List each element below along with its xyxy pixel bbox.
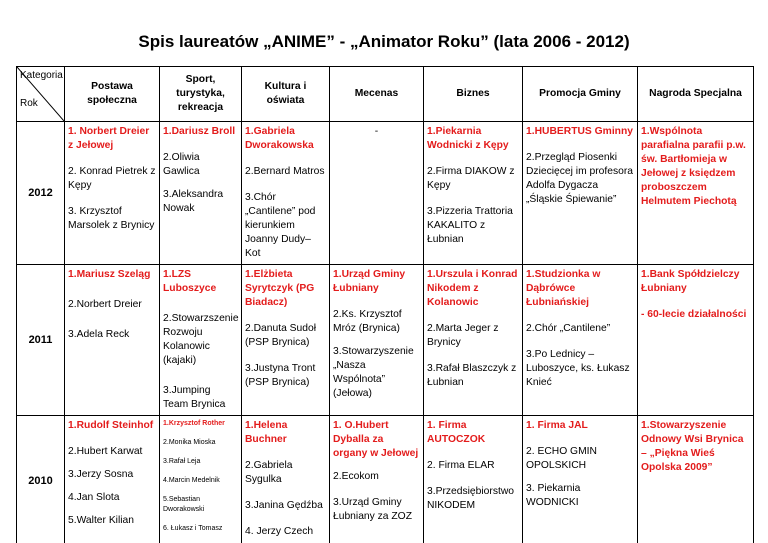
col-header-sport: Sport, turystyka, rekreacja [160, 67, 242, 122]
laureate-entry: 3.Przedsiębiorstwo NIKODEM [427, 486, 514, 511]
laureate-entry: 2.Stowarzszenie Rozwoju Kolanowic (kajaki) [163, 313, 239, 366]
laureate-entry: 3.Rafał Blaszczyk z Łubnian [427, 363, 517, 388]
laureate-entry: 2.Gabriela Sygulka [245, 460, 293, 485]
laureate-entry: 3. Piekarnia WODNICKI [526, 483, 581, 508]
laureate-entry: 1.Urszula i Konrad Nikodem z Kolanowic [427, 269, 518, 308]
cell-sport [160, 122, 242, 265]
cell-promocja [523, 416, 638, 543]
cell-biznes [424, 265, 523, 416]
col-header-biznes: Biznes [424, 67, 523, 122]
laureate-entry: 2.Firma DIAKOW z Kępy [427, 166, 515, 191]
laureate-entry: - 60-lecie działalności [641, 309, 747, 320]
laureate-entry: 3.Aleksandra Nowak [163, 189, 224, 214]
laureate-entry: 1.Elżbieta Syrytczyk (PG Biadacz) [245, 269, 315, 308]
laureate-entry: 2.Ks. Krzysztof Mróz (Brynica) [333, 309, 402, 334]
laureate-entry: 2. ECHO GMIN OPOLSKICH [526, 446, 597, 471]
laureate-entry: 3.Jerzy Sosna [68, 469, 134, 480]
laureate-entry: 2.Marta Jeger z Brynicy [427, 323, 499, 348]
laureate-entry: 2.Oliwia Gawlica [163, 152, 200, 177]
laureate-entry: 1.Studzionka w Dąbrówce Łubniańskiej [526, 269, 601, 308]
cell-mecenas [330, 122, 424, 265]
laureate-entry: 4. Jerzy Czech [245, 526, 314, 537]
col-header-postawa: Postawa społeczna [65, 67, 160, 122]
year-cell: 2012 [17, 122, 65, 265]
table-row [17, 122, 754, 265]
laureate-entry: 1. O.Hubert Dyballa za organy w Jełowej [333, 420, 419, 459]
cell-postawa [65, 265, 160, 416]
laureate-entry: 1.Wspólnota parafialna parafii p.w. św. Bartłomieja w Jełowej z księdzem proboszczem Helmutem Piechotą [641, 126, 746, 207]
cell-promocja [523, 265, 638, 416]
table-row [17, 416, 754, 543]
cell-postawa [65, 122, 160, 265]
cell-promocja [523, 122, 638, 265]
laureate-entry: 3.Janina Gędźba [245, 500, 323, 511]
laureate-entry: 1. Firma AUTOCZOK [427, 420, 486, 445]
cell-kultura [242, 265, 330, 416]
laureate-entry: 2.Ecokom [333, 471, 379, 482]
kategoria-label: Kategoria [20, 70, 63, 81]
cell-nagroda [638, 122, 754, 265]
col-header-mecenas: Mecenas [330, 67, 424, 122]
laureate-entry: 2.Chór „Cantilene” [526, 323, 611, 334]
year-cell: 2010 [17, 416, 65, 543]
laureates-table [16, 66, 754, 543]
laureate-entry: - [374, 126, 379, 137]
laureate-entry: 1.Urząd Gminy Łubniany [333, 269, 406, 294]
laureate-entry: 2.Hubert Karwat [68, 446, 143, 457]
laureate-entry: 3.Po Lednicy – Luboszyce, ks. Łukasz Knieć [526, 349, 630, 388]
laureate-entry: 1. Norbert Dreier z Jełowej [68, 126, 150, 151]
cell-kultura [242, 416, 330, 543]
laureate-entry: 2.Danuta Sudoł (PSP Brynica) [245, 323, 316, 348]
col-header-kultura: Kultura i oświata [242, 67, 330, 122]
laureate-entry: 4.Jan Slota [68, 492, 120, 503]
laureate-entry: 6. Łukasz i Tomasz [163, 525, 223, 532]
rok-label: Rok [20, 98, 38, 109]
laureate-entry: 1.Piekarnia Wodnicki z Kępy [427, 126, 509, 151]
header-row [17, 67, 754, 122]
laureate-entry: 2.Bernard Matros [245, 166, 325, 177]
cell-mecenas [330, 416, 424, 543]
cell-kultura [242, 122, 330, 265]
col-header-promocja: Promocja Gminy [523, 67, 638, 122]
laureate-entry: 3. Krzysztof Marsolek z Brynicy [68, 206, 155, 231]
laureate-entry: 3.Stowarzyszenie „Nasza Wspólnota” (Jełowa) [333, 346, 414, 399]
laureate-entry: 2.Monika Mioska [163, 439, 216, 446]
laureate-entry: 1.LZS Luboszyce [163, 269, 217, 294]
cell-sport [160, 265, 242, 416]
laureate-entry: 3.Urząd Gminy Łubniany za ZOZ [333, 497, 412, 522]
col-header-nagroda: Nagroda Specjalna [638, 67, 754, 122]
laureate-entry: 1.Helena Buchner [245, 420, 288, 445]
laureate-entry: 4.Marcin Medelnik [163, 477, 220, 484]
table-row [17, 265, 754, 416]
cell-biznes [424, 416, 523, 543]
laureate-entry: 2.Norbert Dreier [68, 299, 142, 310]
laureate-entry: 2.Przegląd Piosenki Dziecięcej im profesora Adolfa Dygacza „Śląskie Śpiewanie” [526, 152, 634, 205]
page-title: Spis laureatów „ANIME” - „Animator Roku” (lata 2006 - 2012) [138, 32, 630, 51]
laureate-entry: 1.Stowarzyszenie Odnowy Wsi Brynica – „Piękna Wieś Opolska 2009” [641, 420, 744, 473]
laureate-entry: 1. Firma JAL [526, 420, 588, 431]
laureate-entry: 2. Firma ELAR [427, 460, 495, 471]
cell-postawa [65, 416, 160, 543]
cell-nagroda [638, 265, 754, 416]
corner-header [17, 67, 65, 122]
cell-mecenas [330, 265, 424, 416]
laureate-entry: 3.Justyna Tront (PSP Brynica) [245, 363, 316, 388]
cell-nagroda [638, 416, 754, 543]
laureate-entry: 1.HUBERTUS Gminny [526, 126, 633, 137]
laureate-entry: 1.Rudolf Steinhof [68, 420, 154, 431]
laureate-entry: 1.Bank Spółdzielczy Łubniany [641, 269, 740, 294]
laureate-entry: 3.Rafał Leja [163, 458, 201, 465]
laureate-entry: 1.Krzysztof Rother [163, 420, 225, 427]
cell-biznes [424, 122, 523, 265]
laureate-entry: 1.Dariusz Broll [163, 126, 236, 137]
laureate-entry: 3.Jumping Team Brynica [163, 385, 226, 410]
laureate-entry: 5.Sebastian Dworakowski [163, 496, 205, 513]
laureate-entry: 5.Walter Kilian [68, 515, 134, 526]
laureate-entry: 1.Gabriela Dworakowska [245, 126, 314, 151]
laureate-entry: 1.Mariusz Szeląg [68, 269, 151, 280]
year-cell: 2011 [17, 265, 65, 416]
laureate-entry: 3.Chór „Cantilene” pod kierunkiem Joanny Dudy–Kot [245, 192, 316, 259]
laureate-entry: 3.Pizzeria Trattoria KAKALITO z Łubnian [427, 206, 513, 245]
laureate-entry: 2. Konrad Pietrek z Kępy [68, 166, 156, 191]
cell-sport [160, 416, 242, 543]
laureate-entry: 3.Adela Reck [68, 329, 130, 340]
